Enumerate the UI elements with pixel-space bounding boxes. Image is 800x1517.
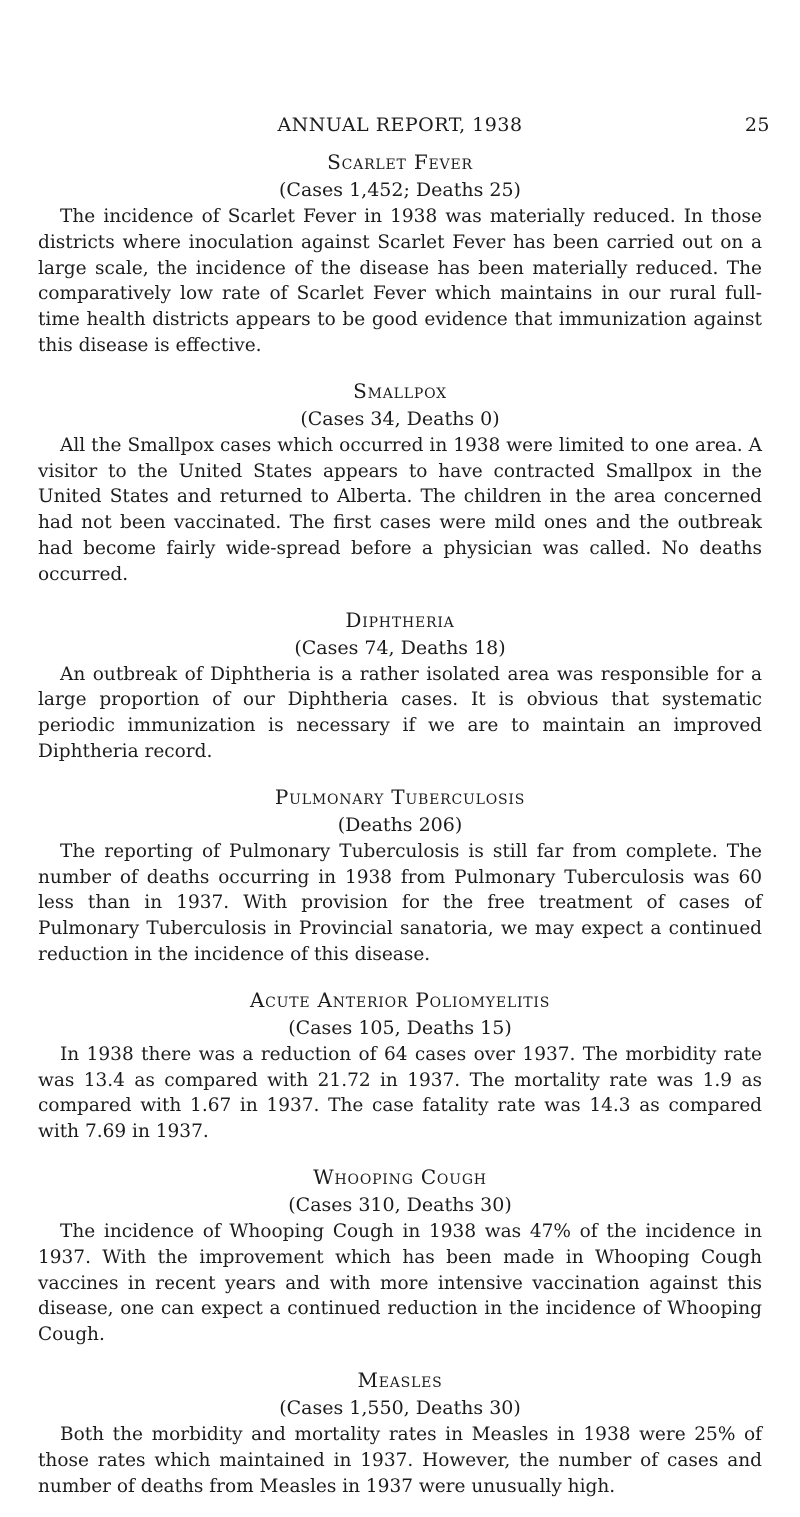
section-paragraph: An outbreak of Diphtheria is a rather isolated area was responsible for a large proportion of our Diphtheria cases. It is obvious that systematic periodic immunization is necessary if we are to maintain an improved Diphtheria record. xyxy=(38,663,762,762)
section-stats: (Cases 74, Deaths 18) xyxy=(294,636,506,659)
section-heading: Scarlet Fever xyxy=(327,150,473,174)
page-number: 25 xyxy=(744,114,770,136)
section-smallpox xyxy=(38,377,762,588)
section-whooping-cough xyxy=(38,1163,762,1348)
section-paragraph: The reporting of Pulmonary Tuberculosis is still far from complete. The number of deaths occurring in 1938 from Pulmonary Tuberculosis was 60 less than in 1937. With provision for the free treatment of cases of Pulmonary Tuberculosis in Provincial sanatoria, we may expect a continued reduction in the incidence of this disease. xyxy=(38,840,762,965)
section-diphtheria xyxy=(38,606,762,765)
section-heading: Whooping Cough xyxy=(313,1164,487,1189)
section-heading: Measles xyxy=(357,1367,443,1392)
section-stats: (Cases 1,550, Deaths 30) xyxy=(279,1396,521,1419)
page-header xyxy=(0,114,800,140)
section-heading: Diphtheria xyxy=(345,607,455,632)
section-measles xyxy=(38,1366,762,1499)
section-stats: (Cases 34, Deaths 0) xyxy=(300,407,500,430)
section-heading: Smallpox xyxy=(353,378,447,403)
section-stats: (Deaths 206) xyxy=(337,813,463,836)
section-scarlet-fever xyxy=(38,148,762,359)
section-heading: Pulmonary Tuberculosis xyxy=(274,784,526,809)
section-heading: Acute Anterior Poliomyelitis xyxy=(249,987,551,1012)
report-body xyxy=(38,148,762,1517)
section-stats: (Cases 310, Deaths 30) xyxy=(288,1193,512,1216)
section-paragraph: The incidence of Whooping Cough in 1938 was 47% of the incidence in 1937. With the improvement which has been made in Whooping Cough vaccines in recent years and with more intensive vaccination against this disease, one can expect a continued reduction in the incidence of Whooping Cough. xyxy=(38,1220,762,1346)
section-stats: (Cases 1,452; Deaths 25) xyxy=(279,179,521,201)
section-paragraph: All the Smallpox cases which occurred in 1938 were limited to one area. A visitor to the United States appears to have contracted Smallpox in the United States and returned to Alberta. The children in the area concerned had not been vaccinated. The first cases were mild ones and the outbreak had become fairly wide-spread before a physician was called. No deaths occurred. xyxy=(38,434,762,585)
section-stats: (Cases 105, Deaths 15) xyxy=(288,1016,512,1039)
section-paragraph: The incidence of Scarlet Fever in 1938 was materially reduced. In those districts where inoculation against Scarlet Fever has been carried out on a large scale, the incidence of the disease has been materially reduced. The comparatively low rate of Scarlet Fever which maintains in our rural full-time health districts appears to be good evidence that immunization against this disease is effective. xyxy=(38,206,762,356)
section-pulmonary-tuberculosis xyxy=(38,783,762,968)
section-paragraph: In 1938 there was a reduction of 64 cases over 1937. The morbidity rate was 13.4 as compared with 21.72 in 1937. The mortality rate was 1.9 as compared with 1.67 in 1937. The case fatality rate was 14.3 as compared with 7.69 in 1937. xyxy=(38,1043,762,1143)
section-poliomyelitis xyxy=(38,986,762,1145)
running-title: ANNUAL REPORT, 1938 xyxy=(277,114,523,136)
section-paragraph: Both the morbidity and mortality rates in Measles in 1938 were 25% of those rates which maintained in 1937. However, the number of cases and number of deaths from Measles in 1937 were unusually high. xyxy=(38,1423,762,1497)
